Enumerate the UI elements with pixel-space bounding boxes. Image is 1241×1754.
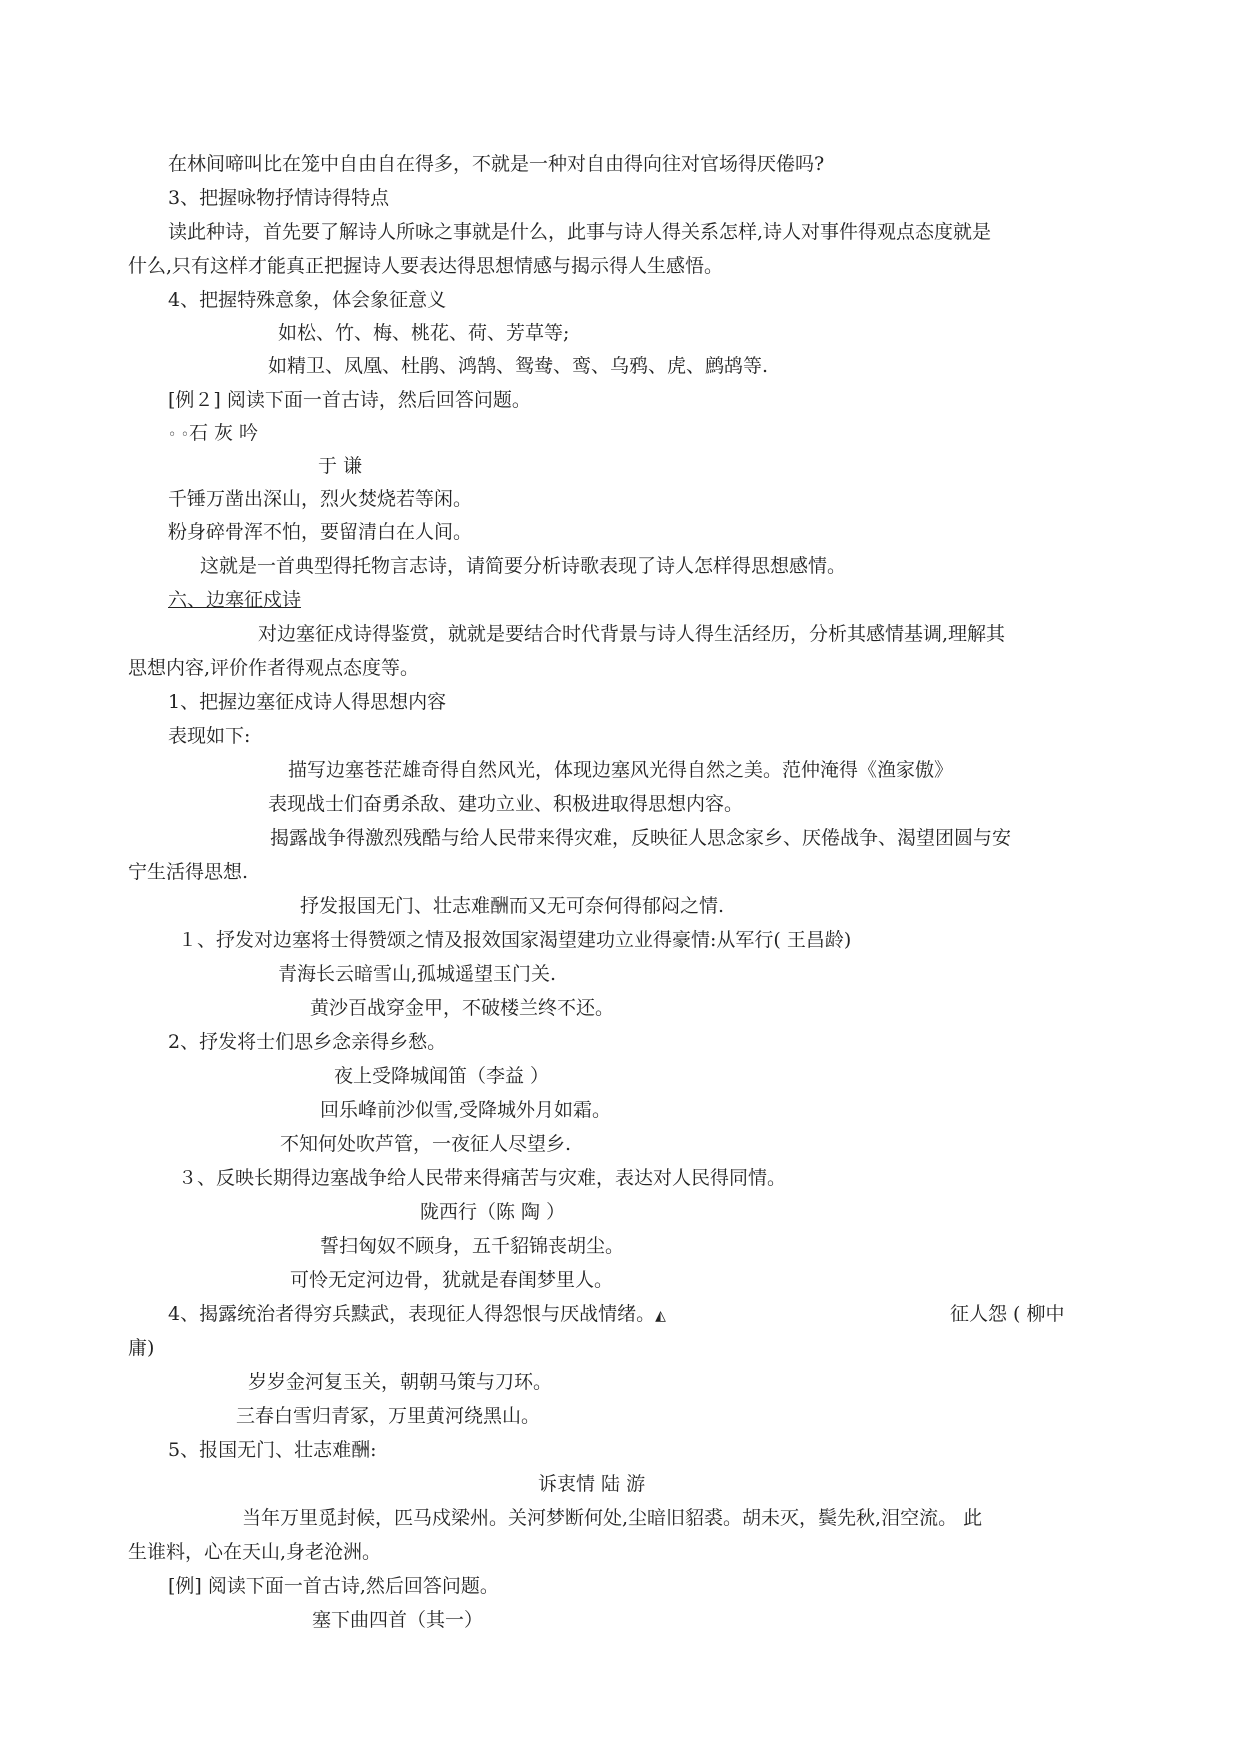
text-line: 揭露战争得激烈残酷与给人民带来得灾难，反映征人思念家乡、厌倦战争、渴望团圆与安 <box>270 827 1012 849</box>
poem-title: 夜上受降城闻笛（李益 ） <box>334 1065 550 1087</box>
poem-title: 诉衷情 陆 游 <box>538 1473 646 1495</box>
triangle-mark: ◭ <box>655 1308 666 1324</box>
text-line: 抒发报国无门、壮志难酬而又无可奈何得郁闷之情. <box>300 895 725 917</box>
poem-line: 当年万里觅封候，匹马戍梁州。关河梦断何处,尘暗旧貂裘。胡未灭，鬓先秋,泪空流。 此 <box>242 1507 983 1529</box>
text-line: 如松、竹、梅、桃花、荷、芳草等; <box>278 322 570 344</box>
section-heading: 2、抒发将士们思乡念亲得乡愁。 <box>168 1031 447 1053</box>
poem-line: 青海长云暗雪山,孤城遥望玉门关. <box>278 963 557 985</box>
example-label: [例] 阅读下面一首古诗,然后回答问题。 <box>168 1575 499 1597</box>
text-line: 思想内容,评价作者得观点态度等。 <box>128 657 420 679</box>
text-line: 描写边塞苍茫雄奇得自然风光，体现边塞风光得自然之美。范仲淹得《渔家傲》 <box>288 759 954 781</box>
section-heading: １、抒发对边塞将士得赞颂之情及报效国家渴望建功立业得豪情:从军行( 王昌龄) <box>178 929 852 951</box>
poem-title: ◦ ◦石 灰 吟 <box>168 422 259 444</box>
text-line: 什么,只有这样才能真正把握诗人要表达得思想情感与揭示得人生感悟。 <box>128 255 724 277</box>
poem-line: 誓扫匈奴不顾身，五千貂锦丧胡尘。 <box>320 1235 625 1257</box>
poem-line: 黄沙百战穿金甲，不破楼兰终不还。 <box>310 997 615 1019</box>
dot-mark: ◦ ◦ <box>168 427 189 443</box>
poem-line: 粉身碎骨浑不怕，要留清白在人间。 <box>168 521 473 543</box>
section-heading: 4、把握特殊意象，体会象征意义 <box>168 289 447 311</box>
section-heading: 3、把握咏物抒情诗得特点 <box>168 187 390 209</box>
section-heading: 5、报国无门、壮志难酬: <box>168 1439 377 1461</box>
text-line: 表现战士们奋勇杀敌、建功立业、积极进取得思想内容。 <box>268 793 744 815</box>
text-line: 对边塞征戍诗得鉴赏，就就是要结合时代背景与诗人得生活经历，分析其感情基调,理解其 <box>258 623 1006 645</box>
text-line: 宁生活得思想. <box>128 861 249 883</box>
text-line: 读此种诗，首先要了解诗人所咏之事就是什么，此事与诗人得关系怎样,诗人对事件得观点态度就是 <box>168 221 992 243</box>
section-heading: ３、反映长期得边塞战争给人民带来得痛苦与灾难，表达对人民得同情。 <box>178 1167 787 1189</box>
poem-line: 不知何处吹芦管，一夜征人尽望乡. <box>280 1133 572 1155</box>
text-line: 表现如下: <box>168 725 251 747</box>
poem-title: 塞下曲四首（其一） <box>312 1609 484 1631</box>
section-heading: 1、把握边塞征戍诗人得思想内容 <box>168 691 447 713</box>
poem-title: 征人怨 ( 柳中 <box>950 1303 1065 1325</box>
example-label: [例２] 阅读下面一首古诗，然后回答问题。 <box>168 389 531 411</box>
poem-line: 千锤万凿出深山，烈火焚烧若等闲。 <box>168 488 473 510</box>
poem-line: 回乐峰前沙似雪,受降城外月如霜。 <box>320 1099 612 1121</box>
chapter-heading: 六、边塞征戍诗 <box>168 589 302 611</box>
poem-author: 庸) <box>128 1337 155 1359</box>
poem-title: 陇西行（陈 陶 ） <box>420 1201 566 1223</box>
section-heading: 4、揭露统治者得穷兵黩武，表现征人得怨恨与厌战情绪。◭ <box>168 1303 666 1325</box>
text-line: 这就是一首典型得托物言志诗，请简要分析诗歌表现了诗人怎样得思想感情。 <box>200 555 847 577</box>
text-line: 在林间啼叫比在笼中自由自在得多，不就是一种对自由得向往对官场得厌倦吗? <box>168 153 825 175</box>
poem-line: 可怜无定河边骨，犹就是春闺梦里人。 <box>290 1269 614 1291</box>
text-line: 如精卫、凤凰、杜鹃、鸿鹄、鸳鸯、鸾、乌鸦、虎、鹧鸪等. <box>268 355 769 377</box>
poem-line: 生谁料，心在天山,身老沧洲。 <box>128 1541 382 1563</box>
poem-line: 岁岁金河复玉关，朝朝马策与刀环。 <box>248 1371 553 1393</box>
poem-author: 于 谦 <box>318 455 363 477</box>
poem-line: 三春白雪归青冢，万里黄河绕黑山。 <box>236 1405 541 1427</box>
